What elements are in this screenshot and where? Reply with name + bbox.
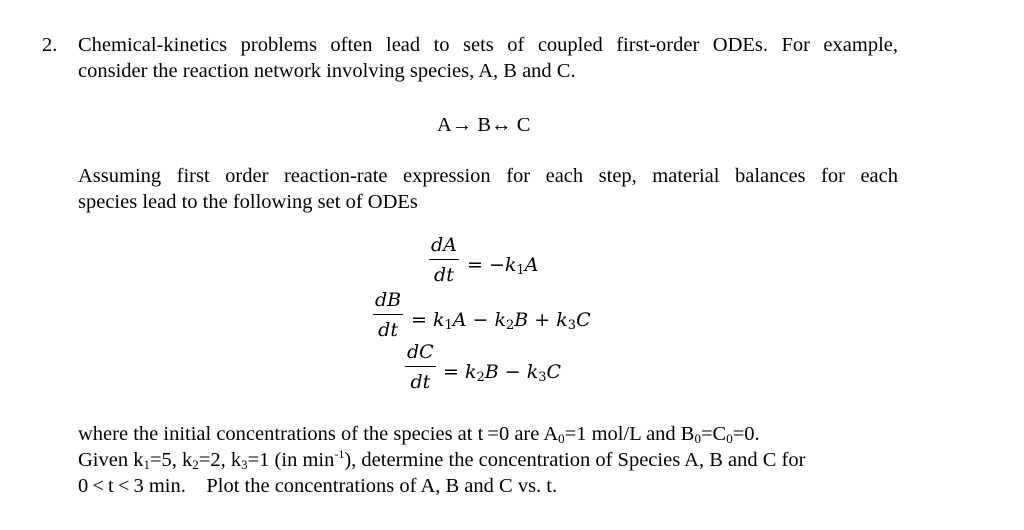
subscript: 2 [476, 370, 485, 385]
initial-conditions-line [78, 421, 760, 447]
equals: = [411, 309, 433, 331]
previous-text-fragment [0, 0, 1024, 4]
fraction-bar [429, 259, 459, 260]
given-line [78, 447, 805, 473]
minus: − [498, 361, 527, 383]
subscript: 3 [241, 457, 248, 472]
reaction-scheme: A→ B↔ C [437, 114, 531, 136]
species-a: A [452, 309, 467, 331]
subscript: 3 [567, 318, 577, 333]
rate-constant-k: k [504, 254, 517, 276]
species-c: C [546, 361, 562, 383]
minus: − [466, 309, 495, 331]
given-text: Given k [78, 449, 144, 471]
equals: = [443, 361, 465, 383]
intro-line-2: consider the reaction network involving species, A, B and C. [78, 60, 576, 82]
subscript: 3 [538, 370, 547, 385]
equation-1-denominator: dt [434, 264, 454, 287]
species-a: A [524, 254, 539, 276]
subscript: 0 [726, 431, 733, 446]
equals-minus: = − [467, 254, 505, 276]
rate-constant-k: k [432, 309, 445, 331]
initial-text: =0. [732, 423, 760, 445]
assume-line-1: Assuming first order reaction-rate expression for each step, material balances for each [78, 165, 898, 187]
subscript: 1 [516, 263, 525, 278]
given-text: =5, k [149, 449, 193, 471]
equation-2-denominator: dt [378, 319, 398, 342]
given-text: =2, k [198, 449, 242, 471]
final-instruction-line: 0 < t < 3 min. Plot the concentrations of A, B and C vs. t. [78, 475, 558, 497]
equation-3-denominator: dt [410, 371, 431, 394]
superscript: -1 [334, 447, 345, 461]
plus: + [528, 309, 557, 331]
equation-2-fraction [373, 289, 403, 341]
intro-line-1: Chemical-kinetics problems often lead to sets of coupled first-order ODEs. For example, [78, 34, 898, 56]
equation-1-rhs [467, 254, 538, 276]
rate-constant-k: k [556, 309, 568, 331]
subscript: 2 [192, 457, 199, 472]
equation-3-rhs [443, 361, 561, 383]
species-b: B [514, 309, 529, 331]
given-text: ), determine the concentration of Species A, B and C for [344, 449, 806, 471]
subscript: 0 [558, 431, 565, 446]
species-c: C [576, 309, 591, 331]
subscript: 0 [694, 431, 701, 446]
equation-2-rhs [411, 309, 591, 331]
subscript: 1 [444, 318, 453, 333]
equation-3-numerator: dC [407, 341, 434, 363]
assume-line-2: species lead to the following set of ODEs [78, 191, 418, 213]
initial-text: =1 mol/L and B [564, 423, 695, 445]
problem-number: 2. [42, 34, 58, 56]
subscript: 2 [506, 318, 515, 333]
initial-text: =C [700, 423, 727, 445]
fraction-bar [373, 314, 403, 315]
fraction-bar [405, 366, 436, 367]
initial-text: where the initial concentrations of the species at t =0 are A [78, 423, 559, 445]
equation-3-fraction [405, 341, 436, 393]
species-b: B [484, 361, 499, 383]
equation-2-numerator: dB [375, 289, 402, 311]
subscript: 1 [143, 457, 150, 472]
given-text: =1 (in min [247, 449, 335, 471]
rate-constant-k: k [464, 361, 477, 383]
equation-1-numerator: dA [431, 234, 457, 256]
rate-constant-k: k [494, 309, 507, 331]
equation-1-fraction [429, 234, 459, 286]
rate-constant-k: k [526, 361, 539, 383]
